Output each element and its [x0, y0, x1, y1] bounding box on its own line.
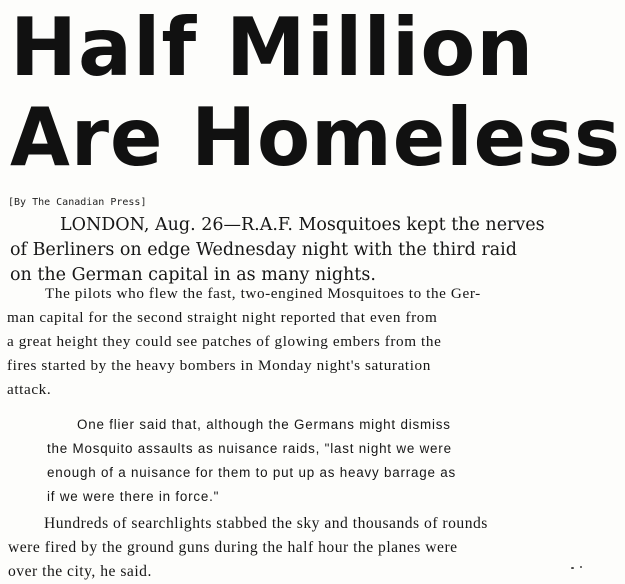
lead-paragraph	[10, 213, 545, 288]
pilots-paragraph	[7, 282, 481, 402]
paragraph-line: attack.	[7, 381, 52, 398]
headline-line-2: Are Homeless	[10, 91, 622, 184]
paragraph-line: a great height they could see patches of glowing embers from the	[7, 333, 442, 350]
paragraph-line: The pilots who flew the fast, two-engined Mosquitoes to the Ger-	[45, 285, 481, 302]
headline-line-1: Half Million	[10, 1, 535, 94]
paragraph-line: Hundreds of searchlights stabbed the sky and thousands of rounds	[44, 515, 488, 532]
quote-line: enough of a nuisance for them to put up as heavy barrage as	[47, 465, 456, 480]
lead-line: on the German capital in as many nights.	[10, 265, 376, 285]
quote-line: One flier said that, although the Germans might dismiss	[77, 417, 451, 432]
searchlights-paragraph	[8, 512, 488, 584]
paragraph-line: fires started by the heavy bombers in Monday night's saturation	[7, 357, 431, 374]
quote-line: the Mosquito assaults as nuisance raids, "last night we were	[47, 441, 452, 456]
press-credit: [By The Canadian Press]	[8, 197, 147, 208]
paragraph-line: were fired by the ground guns during the half hour the planes were	[8, 539, 458, 556]
flier-quote-paragraph	[47, 413, 456, 509]
print-speck	[580, 566, 582, 568]
paragraph-line: over the city, he said.	[8, 563, 152, 580]
quote-line: if we were there in force."	[47, 489, 220, 504]
print-speck	[571, 567, 574, 569]
lead-line: of Berliners on edge Wednesday night with the third raid	[10, 240, 517, 260]
lead-line: LONDON, Aug. 26—R.A.F. Mosquitoes kept the nerves	[60, 215, 545, 235]
paragraph-line: man capital for the second straight night reported that even from	[7, 309, 438, 326]
